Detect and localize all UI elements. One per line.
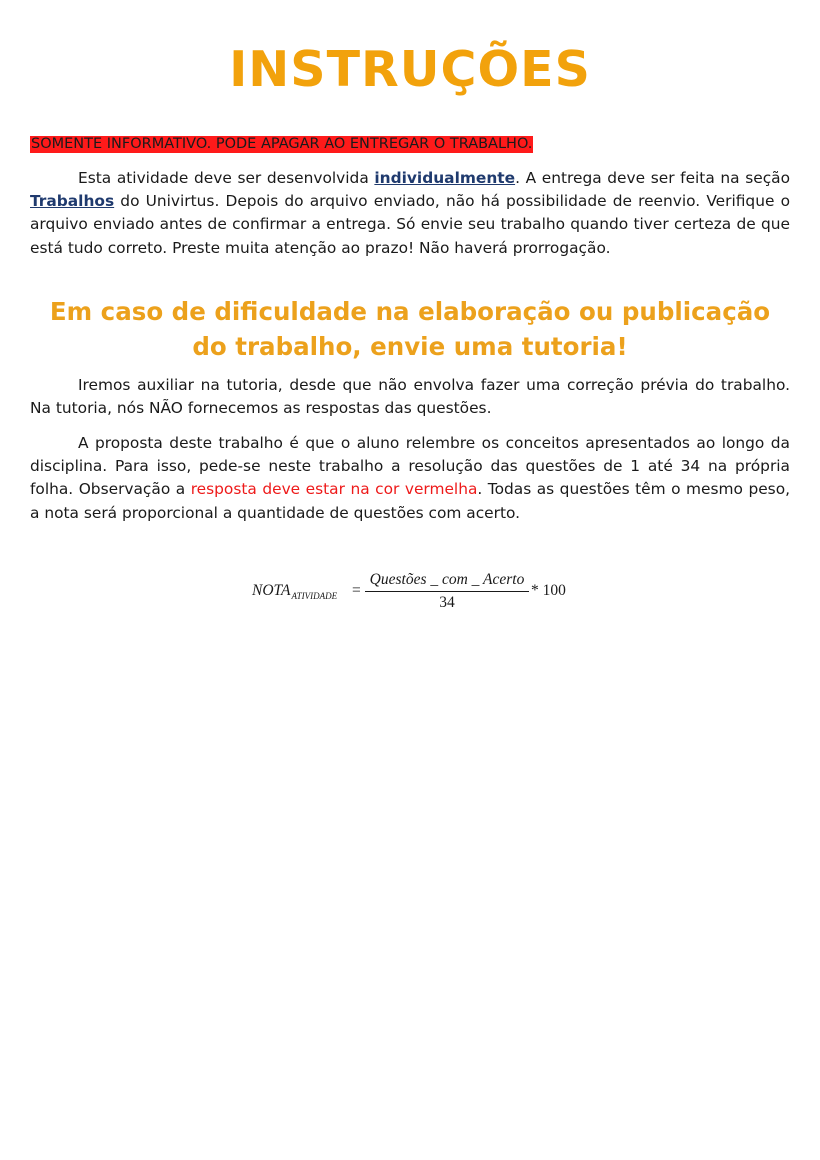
- formula-fraction: [365, 570, 529, 612]
- tutoring-heading-line2: do trabalho, envie uma tutoria!: [192, 332, 628, 361]
- paragraph-text: . Todas as questões têm o mesmo peso, a nota será proporcional a quantidade de questões com acerto.: [30, 480, 791, 522]
- formula-subscript: ATIVIDADE: [291, 591, 338, 601]
- fraction-bar: [365, 591, 529, 592]
- formula-multiplier: * 100: [531, 582, 566, 599]
- paragraph-text: A proposta deste trabalho é que o aluno relembre os conceitos apresentados ao longo da disciplina. Para isso, pede-se neste trabalho a resolução das questões de 1 até 34 na própria folha. Observação a: [30, 434, 790, 499]
- formula-nota: NOTA: [252, 582, 291, 599]
- paragraph-text: do Univirtus. Depois do arquivo enviado, não há possibilidade de reenvio. Verifique o arquivo enviado antes de confirmar a entrega. Só envie seu trabalho quando tiver certeza de que está tudo correto. Preste muita atenção ao prazo! Não haverá prorrogação.: [30, 192, 790, 257]
- paragraph-instructions: [30, 167, 790, 260]
- formula-equals: =: [352, 582, 361, 599]
- tutoring-heading: [30, 294, 790, 364]
- paragraph-text: Iremos auxiliar na tutoria, desde que não envolva fazer uma correção prévia do trabalho. Na tutoria, nós NÃO fornecemos as respostas das questões.: [30, 376, 790, 418]
- individualmente-link[interactable]: individualmente: [374, 169, 516, 187]
- page-title: INSTRUÇÕES: [229, 41, 591, 98]
- trabalhos-link[interactable]: Trabalhos: [30, 192, 115, 211]
- tutoring-heading-line1: Em caso de dificuldade na elaboração ou publicação: [49, 297, 771, 326]
- paragraph-text: Esta atividade deve ser desenvolvida: [78, 169, 375, 187]
- formula-numerator: Questões _ com _ Acerto: [369, 571, 525, 588]
- red-answer-note: resposta deve estar na cor vermelha: [190, 480, 478, 499]
- formula-lhs: [252, 582, 337, 600]
- paragraph-proposal: [30, 432, 790, 525]
- formula-denominator: 34: [439, 594, 455, 611]
- paragraph-text: . A entrega deve ser feita na seção: [515, 169, 790, 187]
- paragraph-tutoring: [30, 374, 790, 420]
- informative-notice: SOMENTE INFORMATIVO. PODE APAGAR AO ENTREGAR O TRABALHO.: [31, 136, 533, 152]
